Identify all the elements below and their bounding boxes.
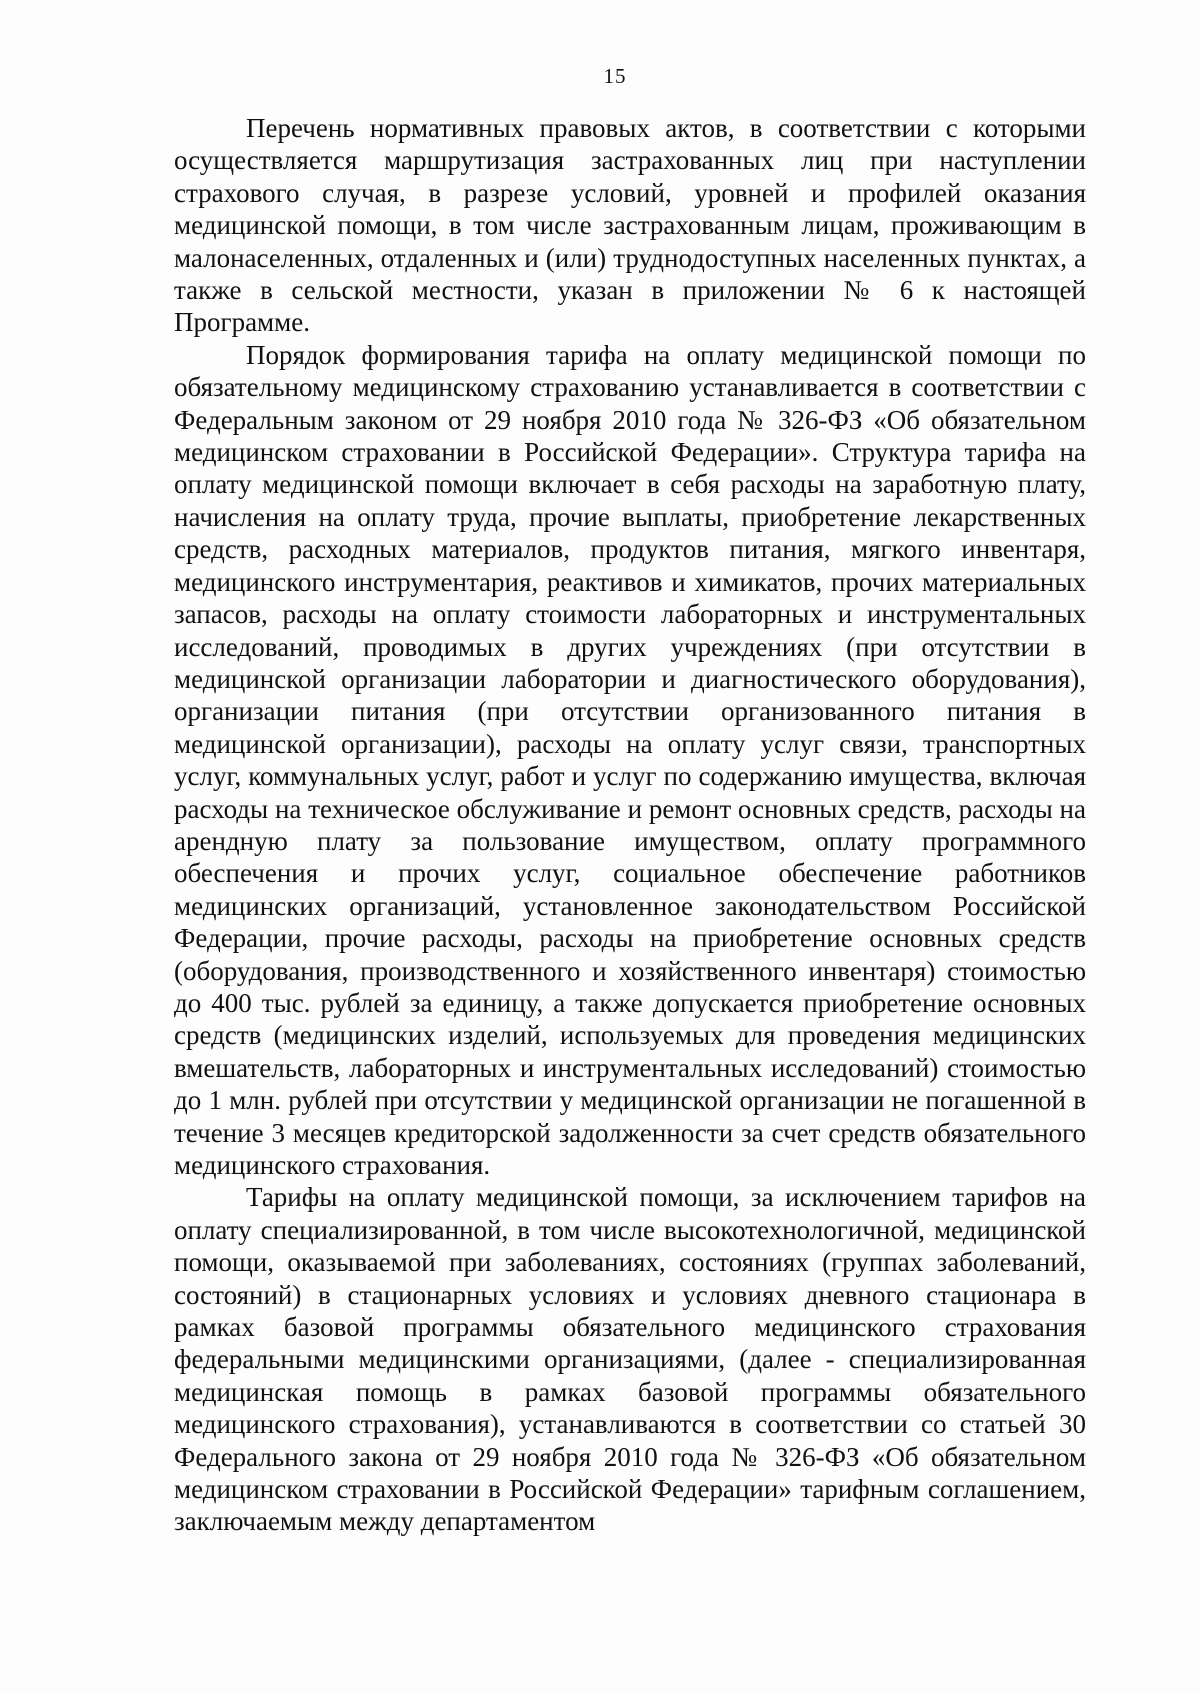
paragraph-routing-acts: Перечень нормативных правовых актов, в соответствии с которыми осуществляется маршрутизация застрахованных лиц при наступлении страхового случая, в разрезе условий, уровней и профилей оказания медицинской помощи, в том числе застрахованным лицам, проживающим в малонаселенных, отдаленных и (или) труднодоступных населенных пунктах, а также в сельской местности, указан в приложении № 6 к настоящей Программе. (174, 113, 1086, 338)
paragraph-tariff-agreement: Тарифы на оплату медицинской помощи, за исключением тарифов на оплату специализированной, в том числе высокотехнологичной, медицинской помощи, оказываемой при заболеваниях, состояниях (группах заболеваний, состояний) в стационарных условиях и условиях дневного стационара в рамках базовой программы обязательного медицинского страхования федеральными медицинскими организациями, (далее - специализированная медицинская помощь в рамках базовой программы обязательного медицинского страхования), устанавливаются в соответствии со статьей 30 Федерального закона от 29 ноября 2010 года № 326-ФЗ «Об обязательном медицинском страховании в Российской Федерации» тарифным соглашением, заключаемым между департаментом (174, 1182, 1086, 1537)
page-number: 15 (603, 64, 627, 88)
document-body (174, 112, 1086, 1538)
paragraph-tariff-structure: Порядок формирования тарифа на оплату медицинской помощи по обязательному медицинскому страхованию устанавливается в соответствии с Федеральным законом от 29 ноября 2010 года № 326-ФЗ «Об обязательном медицинском страховании в Российской Федерации». Структура тарифа на оплату медицинской помощи включает в себя расходы на заработную плату, начисления на оплату труда, прочие выплаты, приобретение лекарственных средств, расходных материалов, продуктов питания, мягкого инвентаря, медицинского инструментария, реактивов и химикатов, прочих материальных запасов, расходы на оплату стоимости лабораторных и инструментальных исследований, проводимых в других учреждениях (при отсутствии в медицинской организации лаборатории и диагностического оборудования), организации питания (при отсутствии организованного питания в медицинской организации), расходы на оплату услуг связи, транспортных услуг, коммунальных услуг, работ и услуг по содержанию имущества, включая расходы на техническое обслуживание и ремонт основных средств, расходы на арендную плату за пользование имуществом, оплату программного обеспечения и прочих услуг, социальное обеспечение работников медицинских организаций, установленное законодательством Российской Федерации, прочие расходы, расходы на приобретение основных средств (оборудования, производственного и хозяйственного инвентаря) стоимостью до 400 тыс. рублей за единицу, а также допускается приобретение основных средств (медицинских изделий, используемых для проведения медицинских вмешательств, лабораторных и инструментальных исследований) стоимостью до 1 млн. рублей при отсутствии у медицинской организации не погашенной в течение 3 месяцев кредиторской задолженности за счет средств обязательного медицинского страхования. (174, 339, 1086, 1180)
